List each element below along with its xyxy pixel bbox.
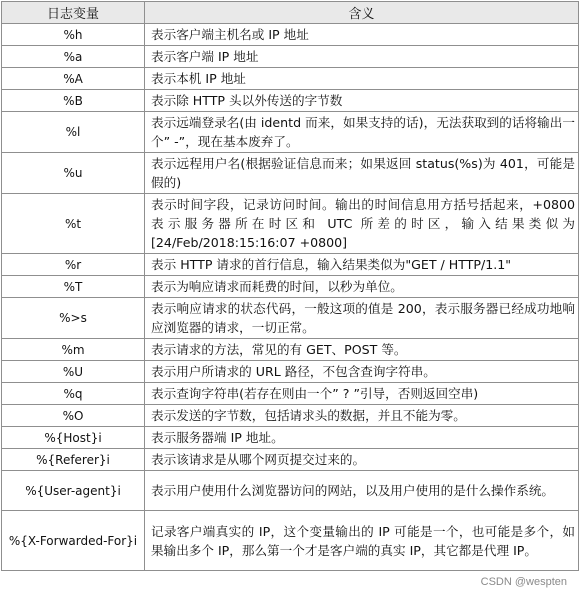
description-cell: 表示时间字段，记录访问时间。输出的时间信息用方括号括起来，+0800 表示服务器所在时区和 UTC 所差的时区，输入结果类似为[24/Feb/2018:15:16:07 +0800]: [145, 194, 579, 254]
table-row: [2, 194, 579, 254]
table-row: [2, 383, 579, 405]
log-variable-table: [1, 1, 579, 571]
table-row: [2, 361, 579, 383]
description-cell: 表示请求的方法，常见的有 GET、POST 等。: [145, 339, 579, 361]
description-cell: 表示响应请求的状态代码，一般这项的值是 200，表示服务器已经成功地响应浏览器的请求，一切正常。: [145, 298, 579, 339]
variable-cell: %{Referer}i: [2, 449, 145, 471]
description-cell: 表示用户使用什么浏览器访问的网站，以及用户使用的是什么操作系统。: [145, 471, 579, 511]
table-row: [2, 511, 579, 571]
table-row: [2, 24, 579, 46]
variable-cell: %B: [2, 90, 145, 112]
variable-cell: %t: [2, 194, 145, 254]
log-variable-table-container: [1, 1, 579, 571]
variable-cell: %a: [2, 46, 145, 68]
table-row: [2, 68, 579, 90]
table-row: [2, 298, 579, 339]
variable-cell: %u: [2, 153, 145, 194]
description-cell: 表示服务器端 IP 地址。: [145, 427, 579, 449]
description-cell: 表示本机 IP 地址: [145, 68, 579, 90]
header-variable: 日志变量: [2, 2, 145, 24]
table-row: [2, 254, 579, 276]
header-meaning: 含义: [145, 2, 579, 24]
variable-cell: %{X-Forwarded-For}i: [2, 511, 145, 571]
description-cell: 表示客户端主机名或 IP 地址: [145, 24, 579, 46]
description-cell: 表示用户所请求的 URL 路径，不包含查询字符串。: [145, 361, 579, 383]
variable-cell: %O: [2, 405, 145, 427]
variable-cell: %U: [2, 361, 145, 383]
watermark: CSDN @wespten: [480, 576, 567, 588]
table-row: [2, 112, 579, 153]
variable-cell: %>s: [2, 298, 145, 339]
description-cell: 记录客户端真实的 IP，这个变量输出的 IP 可能是一个，也可能是多个，如果输出多个 IP，那么第一个才是客户端的真实 IP，其它都是代理 IP。: [145, 511, 579, 571]
table-row: [2, 339, 579, 361]
description-cell: 表示为响应请求而耗费的时间，以秒为单位。: [145, 276, 579, 298]
variable-cell: %r: [2, 254, 145, 276]
table-row: [2, 405, 579, 427]
description-cell: 表示远端登录名(由 identd 而来，如果支持的话)，无法获取到的话将输出一个” -”，现在基本废弃了。: [145, 112, 579, 153]
table-row: [2, 427, 579, 449]
variable-cell: %{User-agent}i: [2, 471, 145, 511]
description-cell: 表示除 HTTP 头以外传送的字节数: [145, 90, 579, 112]
table-row: [2, 90, 579, 112]
description-cell: 表示客户端 IP 地址: [145, 46, 579, 68]
table-row: [2, 46, 579, 68]
description-cell: 表示查询字符串(若存在则由一个” ? ”引导，否则返回空串): [145, 383, 579, 405]
description-cell: 表示该请求是从哪个网页提交过来的。: [145, 449, 579, 471]
variable-cell: %q: [2, 383, 145, 405]
variable-cell: %{Host}i: [2, 427, 145, 449]
description-cell: 表示发送的字节数，包括请求头的数据，并且不能为零。: [145, 405, 579, 427]
variable-cell: %T: [2, 276, 145, 298]
variable-cell: %h: [2, 24, 145, 46]
table-row: [2, 153, 579, 194]
description-cell: 表示远程用户名(根据验证信息而来；如果返回 status(%s)为 401，可能是假的): [145, 153, 579, 194]
variable-cell: %l: [2, 112, 145, 153]
table-row: [2, 276, 579, 298]
variable-cell: %m: [2, 339, 145, 361]
table-header-row: [2, 2, 579, 24]
variable-cell: %A: [2, 68, 145, 90]
description-cell: 表示 HTTP 请求的首行信息，输入结果类似为"GET / HTTP/1.1": [145, 254, 579, 276]
table-row: [2, 449, 579, 471]
table-row: [2, 471, 579, 511]
